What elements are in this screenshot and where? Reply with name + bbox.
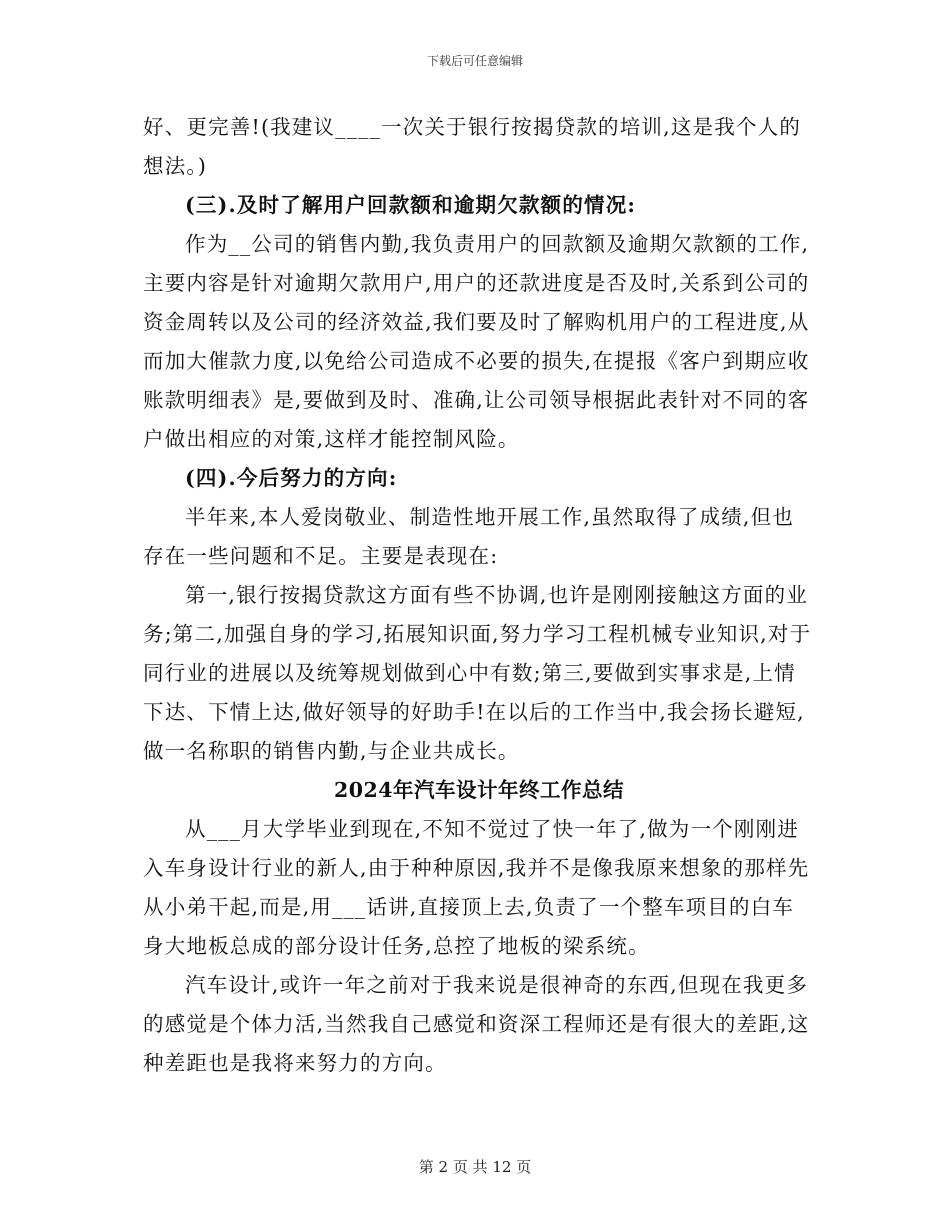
page-number: 第 2 页 共 12 页 xyxy=(418,1158,532,1176)
paragraph-half-year: 半年来,本人爱岗敬业、制造性地开展工作,虽然取得了成绩,但也存在一些问题和不足。主要是表现在: xyxy=(143,505,795,568)
paragraph-receivables: 作为__公司的销售内勤,我负责用户的回款额及逾期欠款额的工作,主要内容是针对逾期欠款用户,用户的还款进度是否及时,关系到公司的资金周转以及公司的经济效益,我们要及时了解购机用户的工程进度,从而加大催款力度,以免给公司造成不必要的损失,在提报《客户到期应收账款明细表》是,要做到及时、准确,让公司领导根据此表针对不同的客户做出相应的对策,这样才能控制风险。 xyxy=(143,232,810,451)
section-heading-3: (三).及时了解用户回款额和逾期欠款额的情况: xyxy=(185,193,637,217)
paragraph-intro: 从___月大学毕业到现在,不知不觉过了快一年了,做为一个刚刚进入车身设计行业的新人,由于种种原因,我并不是像我原来想象的那样先从小弟干起,而是,用___话讲,直接顶上去,负责了一个整车项目的白车身大地板总成的部分设计任务,总控了地板的梁系统。 xyxy=(143,817,810,958)
paragraph-car-design: 汽车设计,或许一年之前对于我来说是很神奇的东西,但现在我更多的感觉是个体力活,当然我自己感觉和资深工程师还是有很大的差距,这种差距也是我将来努力的方向。 xyxy=(143,973,810,1075)
paragraph-continuation: 好、更完善!(我建议____一次关于银行按揭贷款的培训,这是我个人的想法。) xyxy=(143,115,802,178)
document-title: 2024年汽车设计年终工作总结 xyxy=(333,778,625,802)
section-heading-4: (四).今后努力的方向: xyxy=(185,466,398,490)
paragraph-improvements: 第一,银行按揭贷款这方面有些不协调,也许是刚刚接触这方面的业务;第二,加强自身的学习,拓展知识面,努力学习工程机械专业知识,对于同行业的进展以及统筹规划做到心中有数;第三,要做到实事求是,上情下达、下情上达,做好领导的好助手!在以后的工作当中,我会扬长避短,做一名称职的销售内勤,与企业共成长。 xyxy=(143,583,812,763)
page-header-note: 下载后可任意编辑 xyxy=(426,54,523,68)
document-body xyxy=(143,108,815,1083)
